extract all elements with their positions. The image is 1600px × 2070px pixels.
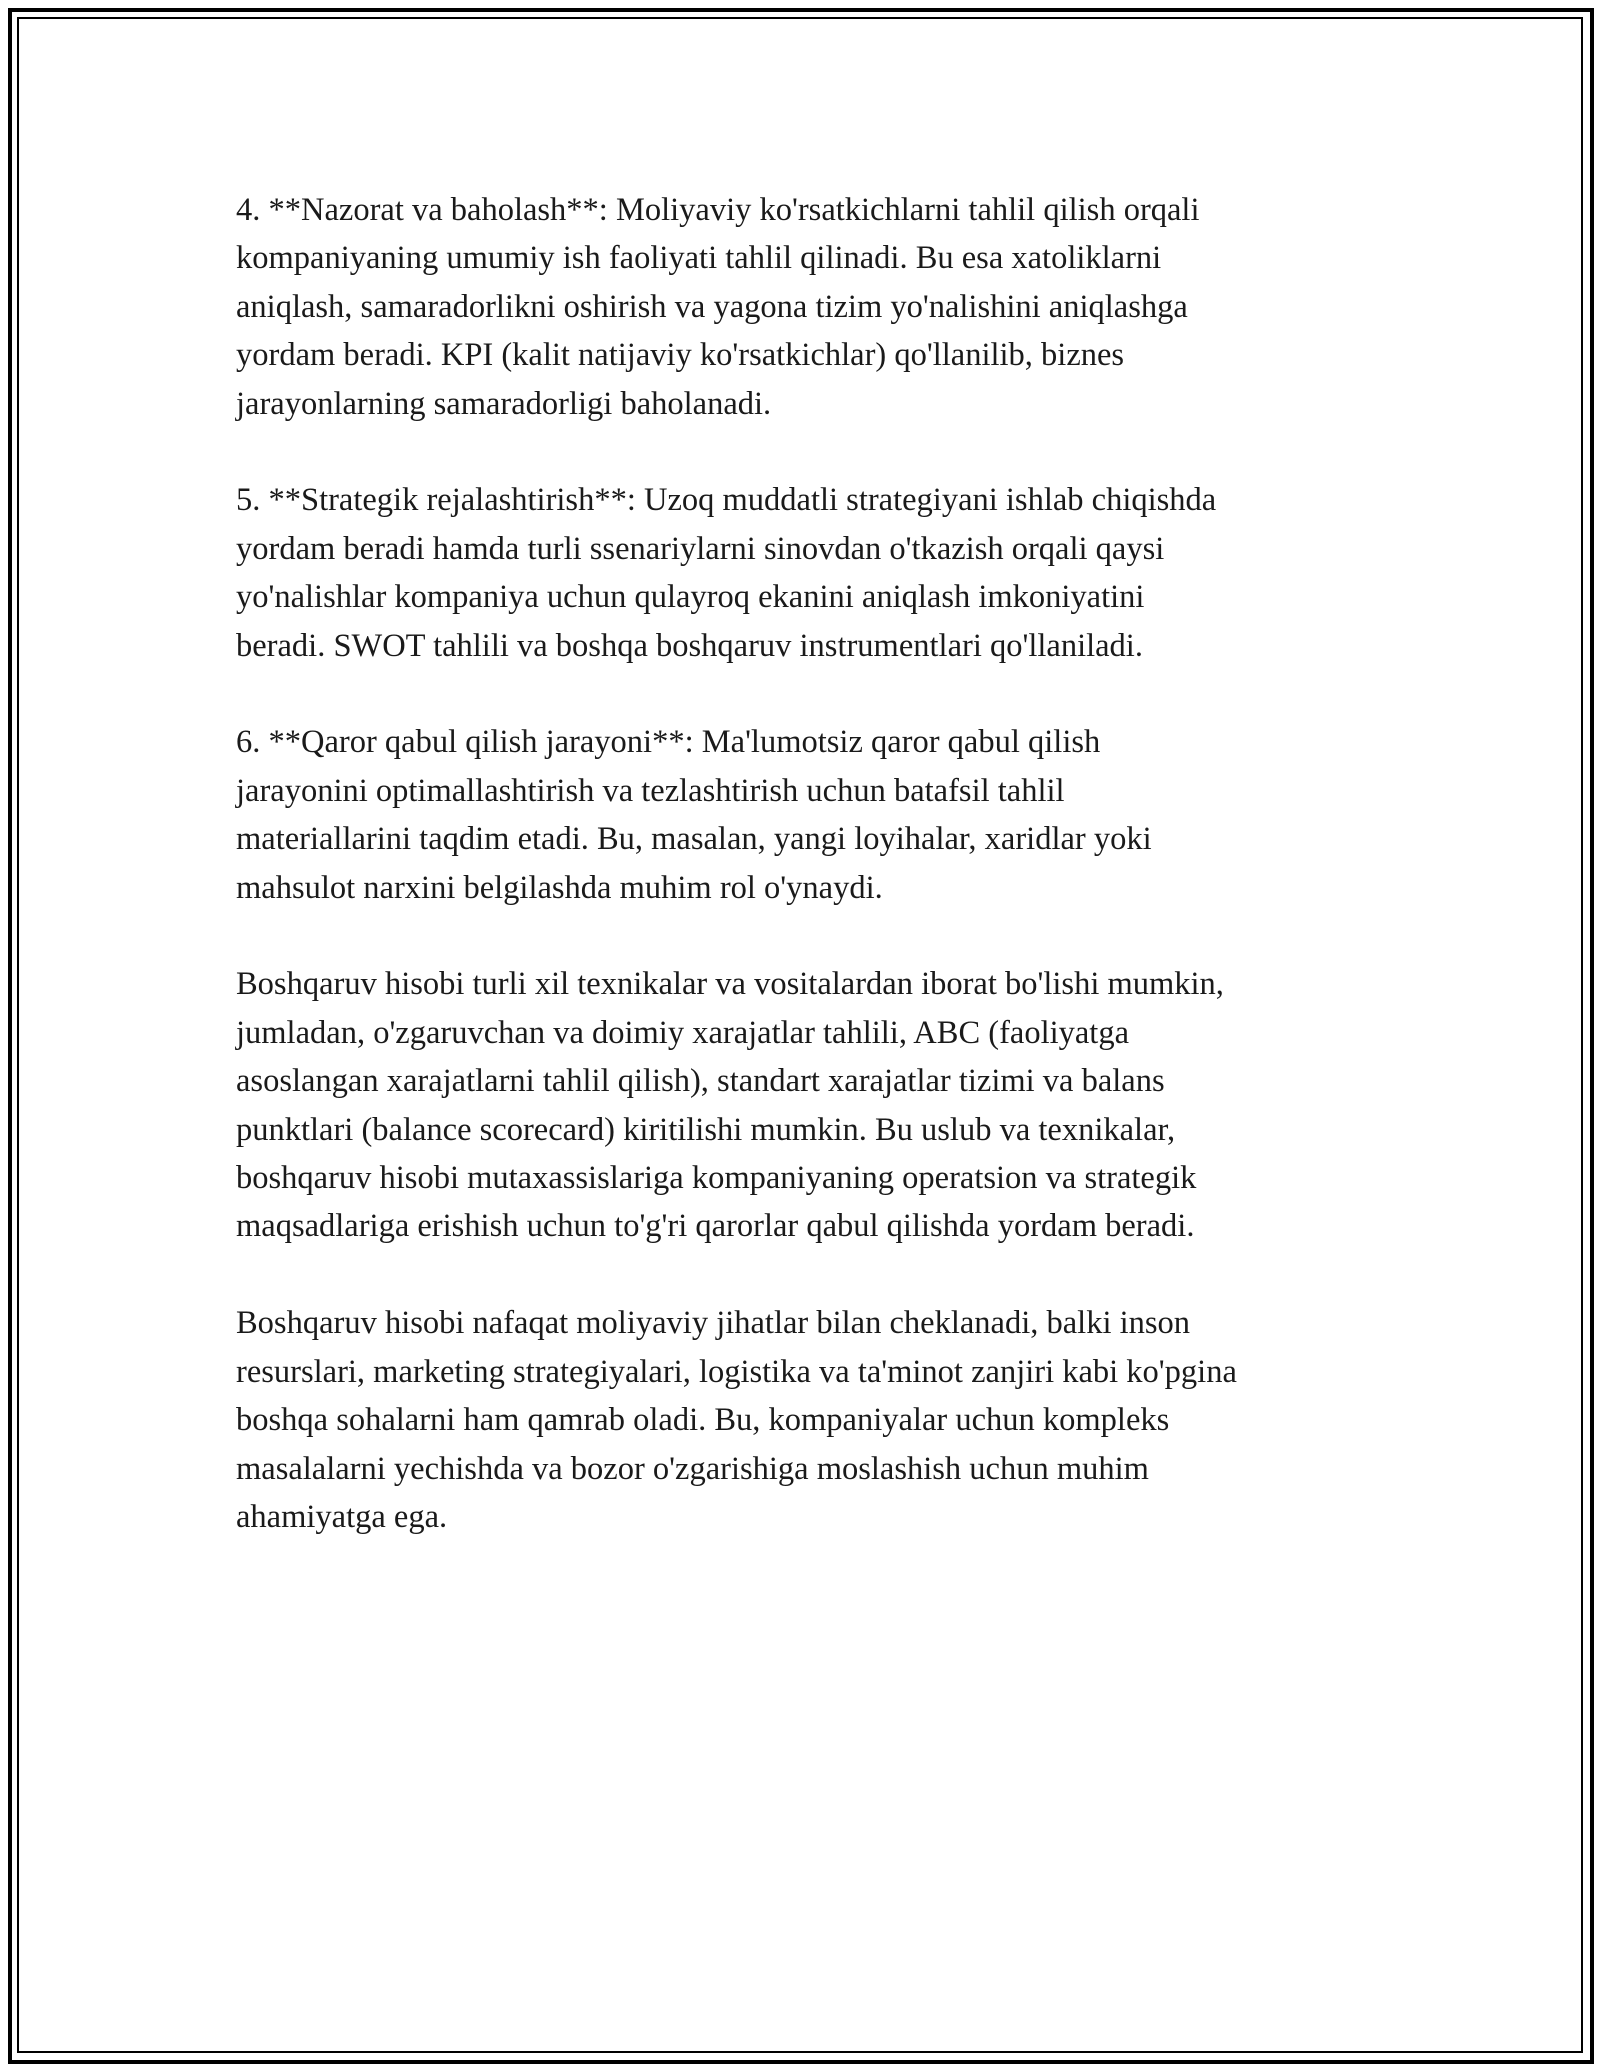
paragraph-strategik-rejalashtirish: 5. **Strategik rejalashtirish**: Uzoq muddatli strategiyani ishlab chiqishda yordam beradi hamda turli ssenariylarni sinovdan o'tkazish orqali qaysi yo'nalishlar kompaniya uchun qulayroq ekanini aniqlash imkoniyatini beradi. SWOT tahlili va boshqa boshqaruv instrumentlari qo'llaniladi. bbox=[236, 482, 1217, 664]
paragraph-boshqaruv-hisobi-sohalar: Boshqaruv hisobi nafaqat moliyaviy jihatlar bilan cheklanadi, balki inson resurslari, marketing strategiyalari, logistika va ta'minot zanjiri kabi ko'pgina boshqa sohalarni ham qamrab oladi. Bu, kompaniyalar uchun kompleks masalalarni yechishda va bozor o'zgarishiga moslashish uchun muhim ahamiyatga ega. bbox=[236, 1305, 1237, 1535]
paragraph-qaror-qabul-qilish: 6. **Qaror qabul qilish jarayoni**: Ma'lumotsiz qaror qabul qilish jarayonini optimallashtirish va tezlashtirish uchun batafsil tahlil materiallarini taqdim etadi. Bu, masalan, yangi loyihalar, xaridlar yoki mahsulot narxini belgilashda muhim rol o'ynaydi. bbox=[236, 724, 1152, 906]
paragraph-nazorat-va-baholash: 4. **Nazorat va baholash**: Moliyaviy ko'rsatkichlarni tahlil qilish orqali kompaniyaning umumiy ish faoliyati tahlil qilinadi. Bu esa xatoliklarni aniqlash, samaradorlikni oshirish va yagona tizim yo'nalishini aniqlashga yordam beradi. KPI (kalit natijaviy ko'rsatkichlar) qo'llanilib, biznes jarayonlarning samaradorligi baholanadi. bbox=[236, 192, 1200, 422]
document-body bbox=[236, 186, 1386, 1590]
paragraph-boshqaruv-hisobi-texnikalar: Boshqaruv hisobi turli xil texnikalar va vositalardan iborat bo'lishi mumkin, jumladan, o'zgaruvchan va doimiy xarajatlar tahlili, ABC (faoliyatga asoslangan xarajatlarni tahlil qilish), standart xarajatlar tizimi va balans punktlari (balance scorecard) kiritilishi mumkin. Bu uslub va texnikalar, boshqaruv hisobi mutaxassislariga kompaniyaning operatsion va strategik maqsadlariga erishish uchun to'g'ri qarorlar qabul qilishda yordam beradi. bbox=[236, 966, 1224, 1245]
